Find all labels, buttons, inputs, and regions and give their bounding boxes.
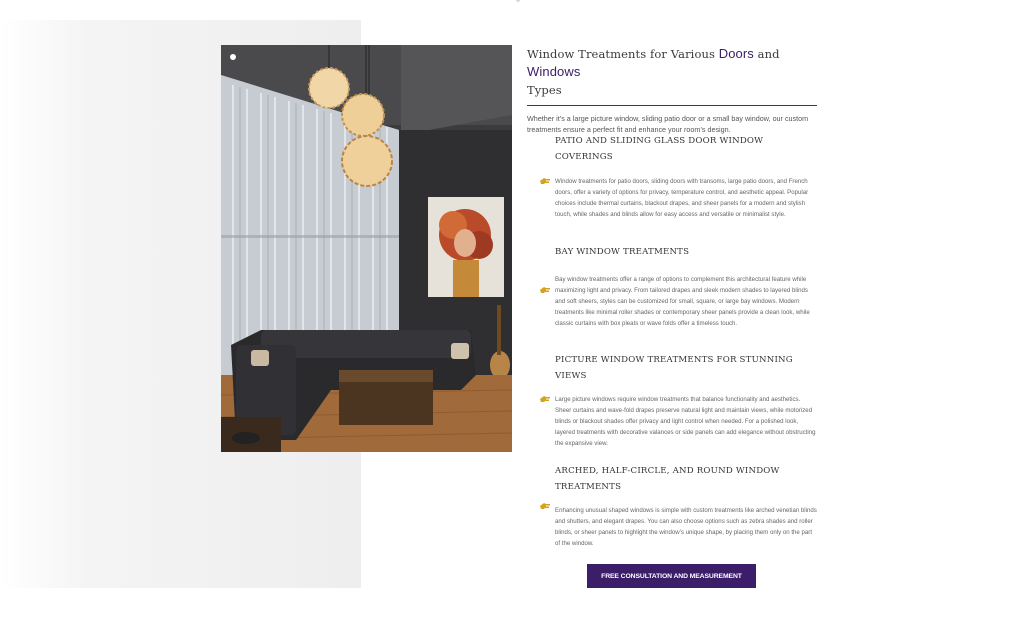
page-title bbox=[527, 45, 817, 99]
section-body bbox=[555, 505, 817, 549]
title-divider bbox=[527, 105, 817, 106]
section-body-text: Window treatments for patio doors, sliding doors with transoms, large patio doors, and French doors, offer a variety of options for privacy, temperature control, and aesthetic appeal. Popular choices include thermal curtains, blackout drapes, and sheer panels for a modern and stylish touch, while shades and blinds allow for easy access and versatile or minimalist style. bbox=[555, 178, 809, 219]
section-title-line2: VIEWS bbox=[555, 370, 587, 381]
section-patio-doors bbox=[555, 134, 817, 220]
title-prefix: Window Treatments for Various bbox=[527, 47, 719, 61]
hand-pointer-icon bbox=[540, 176, 550, 185]
section-body bbox=[555, 274, 817, 329]
section-title-line2: COVERINGS bbox=[555, 151, 613, 162]
section-body-text: Large picture windows require window treatments that balance functionality and aesthetics. Sheer curtains and wave-fold drapes preserve natural light and maintain views, while motorized blinds or blackout shades offer privacy and light control when needed. For a polished look, layered treatments with decorative valances or side panels can add elegance without obstructing the expansive view. bbox=[555, 396, 816, 448]
living-room-photo bbox=[221, 45, 512, 452]
section-title-line2: TREATMENTS bbox=[555, 481, 622, 492]
section-title-line1: PATIO AND SLIDING GLASS DOOR WINDOW bbox=[555, 136, 764, 146]
section-body-text: Bay window treatments offer a range of options to complement this architectural feature while maximizing light and privacy. From tailored drapes and sleek modern shades to layered blinds and soft sheers, styles can be customized for small, square, or large bay windows. Modern treatments like minimal roller shades or contemporary sheer panels provide a clean look, while classic curtains with box pleats or wave folds offer a timeless touch. bbox=[555, 275, 810, 327]
section-body-text: Enhancing unusual shaped windows is simple with custom treatments like arched venetian blinds and shutters, and elegant drapes. You can also choose options such as zebra shades and roller blinds, or sheer panels to highlight the window’s unique shape, by placing them only on the part of the window. bbox=[555, 507, 817, 548]
section-title-line1: ARCHED, HALF-CIRCLE, AND ROUND WINDOW bbox=[555, 466, 780, 476]
hand-pointer-icon bbox=[540, 501, 550, 510]
content-column bbox=[527, 45, 817, 135]
section-body bbox=[555, 176, 817, 220]
hand-pointer-icon bbox=[540, 285, 550, 294]
free-consultation-button[interactable]: FREE CONSULTATION AND MEASUREMENT bbox=[587, 564, 756, 588]
section-picture-window bbox=[555, 353, 817, 449]
page-top-marker bbox=[516, 0, 520, 2]
section-title: BAY WINDOW TREATMENTS bbox=[555, 247, 690, 257]
section-arched-window bbox=[555, 464, 817, 549]
hand-pointer-icon bbox=[540, 394, 550, 403]
title-suffix: Types bbox=[527, 83, 562, 97]
title-and: and bbox=[753, 47, 780, 61]
windows-link[interactable]: Windows bbox=[527, 64, 581, 79]
intro-text: Whether it’s a large picture window, sliding patio door or a small bay window, our custom treatments ensure a perfect fit and enhance your room’s design. bbox=[527, 114, 809, 134]
section-body bbox=[555, 394, 817, 449]
section-title bbox=[555, 134, 817, 165]
section-title bbox=[555, 464, 817, 495]
doors-link[interactable]: Doors bbox=[718, 46, 754, 61]
section-title bbox=[555, 353, 817, 384]
section-title-line1: PICTURE WINDOW TREATMENTS FOR STUNNING bbox=[555, 355, 793, 365]
section-bay-window bbox=[555, 245, 817, 329]
